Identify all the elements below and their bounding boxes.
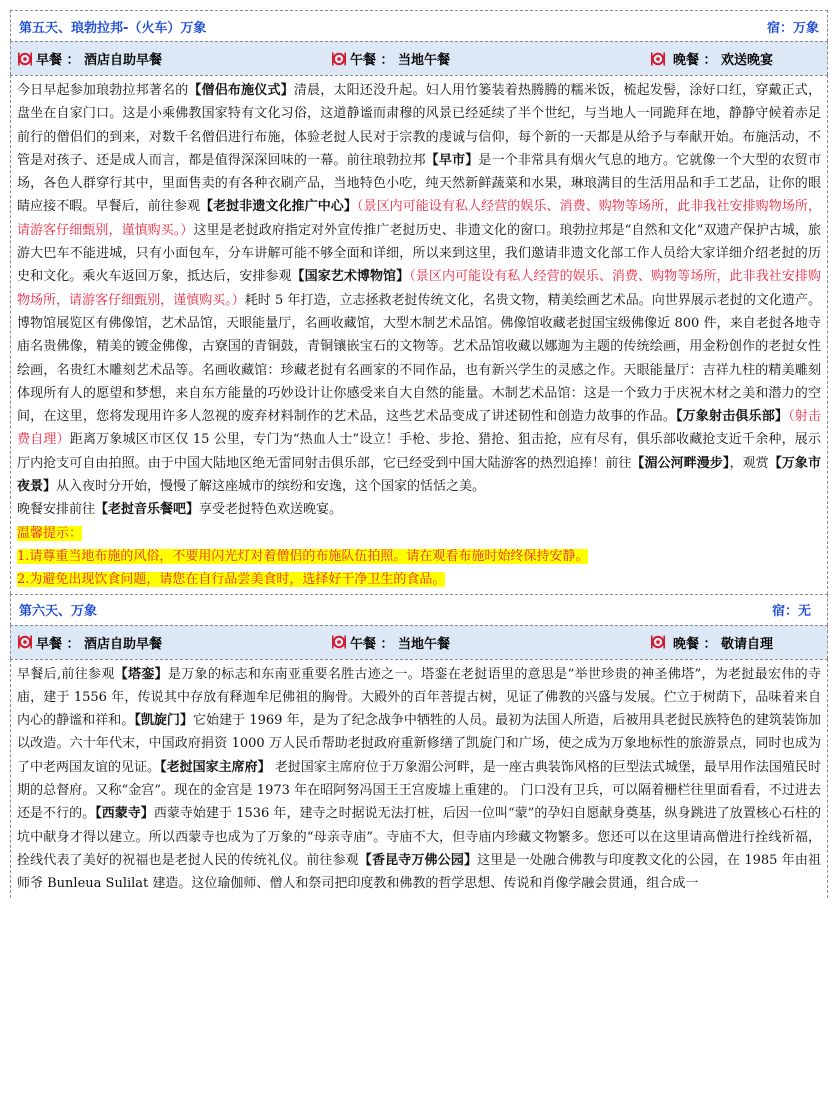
day6-breakfast <box>11 633 331 652</box>
tips-heading: 温馨提示： <box>17 525 83 541</box>
day6-header <box>10 594 828 625</box>
highlight-attraction: 【老挝音乐餐吧】 <box>95 502 200 518</box>
highlight-attraction: 【凯旋门】 <box>134 713 194 729</box>
day5-title: 第五天、琅勃拉邦-（火车）万象 <box>19 20 207 36</box>
dining-icon <box>650 634 666 650</box>
lunch-label: 午餐 ： 当地午餐 <box>350 53 451 68</box>
day5-breakfast <box>11 49 331 68</box>
tip-item: 1.请尊重当地布施的风俗，不要用闪光灯对着僧侣的布施队伍拍照。请在观看布施时始终保持安静。 <box>17 548 589 564</box>
dining-icon <box>17 634 33 650</box>
day6-lunch <box>331 633 650 652</box>
day6-description <box>10 659 828 898</box>
day5-lunch <box>331 49 650 68</box>
highlight-attraction: 【香昆寺万佛公园】 <box>358 852 478 868</box>
day5-stay: 宿：万象 <box>766 20 819 36</box>
highlight-attraction: 【老挝非遗文化推广中心】 <box>200 199 357 215</box>
highlight-attraction: 【西蒙寺】 <box>95 806 154 822</box>
dinner-label: 晚餐 ： 敬请自理 <box>673 636 774 652</box>
highlight-attraction: 【万象市夜景】 <box>17 455 821 495</box>
day6-title: 第六天、万象 <box>19 604 98 620</box>
dinner-label: 晚餐 ： 欢送晚宴 <box>673 53 774 68</box>
breakfast-label: 早餐 ： 酒店自助早餐 <box>36 53 163 68</box>
highlight-attraction: 【早市】 <box>425 152 479 168</box>
highlight-attraction: 【湄公河畔漫步】 <box>631 455 730 471</box>
highlight-attraction: 【僧侣布施仪式】 <box>188 83 294 98</box>
shopping-notice: （景区内可能设有私人经营的娱乐、消费、购物等场所，此非我社安排购物场所，请游客仔细甄别，谨慎购买。） <box>17 269 821 308</box>
lunch-label: 午餐 ： 当地午餐 <box>350 636 451 652</box>
highlight-attraction: 【国家艺术博物馆】 <box>291 269 410 285</box>
breakfast-label: 早餐 ： 酒店自助早餐 <box>36 636 163 652</box>
dining-icon <box>331 634 347 650</box>
highlight-attraction: 【老挝国家主席府】 <box>160 759 271 775</box>
day6-stay: 宿：无 <box>771 604 811 620</box>
day6-dinner <box>650 633 773 652</box>
day5-description <box>10 75 828 594</box>
highlight-attraction: 【塔銮】 <box>114 666 168 682</box>
day6-meals-bar <box>10 625 828 659</box>
itinerary-document <box>10 10 828 898</box>
shopping-notice: （景区内可能设有私人经营的娱乐、消费、购物等场所，此非我社安排购物场所，请游客仔细甄别，谨慎购买。） <box>17 199 821 238</box>
day5-meals-bar <box>10 41 828 75</box>
day5-header <box>10 10 828 41</box>
dining-icon <box>17 51 33 67</box>
day6-paragraph: 早餐后,前往参观【塔銮】是万象的标志和东南亚重要名胜古迹之一。塔銮在老挝语里的意思是“举世珍贵的神圣佛塔”，为老挝最宏伟的寺庙，建于 1556 年，传说其中存放有释迦牟尼佛祖的胸骨。大殿外的百年菩提古树，见证了佛教的兴盛与发展。伫立于树荫下，品味着来自内心的静谧和祥和。【凯旋门】它始建于 1969 年，是为了纪念战争中牺牲的人员。最初为法国人所造，后被用具老挝民族特色的建筑装饰加以改造。六十年代末，中国政府捐资 1000 万人民币帮助老挝政府重新修缮了凯旋门和广场，使之成为万象地标性的旅游景点，同时也成为了中老两国友谊的见证。【老挝国家主席府】 老挝国家主席府位于万象湄公河畔，是一座古典装饰风格的巨型法式城堡，最早用作法国殖民时期的总督府。又称“金宫”。现在的金宫是 1973 年在昭阿努冯国王王宫废墟上重建的。 门口没有卫兵，可以隔着栅栏往里面看看，不过进去还是不行的。【西蒙寺】西蒙寺始建于 1536 年，建寺之时据说无法打桩，后因一位叫“蒙”的孕妇自愿献身奠基，纵身跳进了放置核心石柱的坑中献身才得以建立。所以西蒙寺也成为了万象的“母亲寺庙”。寺庙不大，但寺庙内珍藏文物繁多。您还可以在这里请高僧进行拴线祈福，拴线代表了美好的祝福也是老挝人民的传统礼仪。前往参观【香昆寺万佛公园】这里是一处融合佛教与印度教文化的公园，在 1985 年由祖师爷 Bunleua Sulilat 建造。这位瑜伽师、僧人和祭司把印度教和佛教的哲学思想、传说和肖像学融会贯通，组合成一 <box>17 666 821 892</box>
dining-icon <box>650 51 666 67</box>
day5-dinner-paragraph: 晚餐安排前往【老挝音乐餐吧】享受老挝特色欢送晚宴。 <box>17 502 343 518</box>
fee-notice: （射击费自理） <box>17 409 821 448</box>
highlight-attraction: 【万象射击俱乐部】 <box>675 409 789 425</box>
tip-item: 2.为避免出现饮食问题，请您在自行品尝美食时，选择好干净卫生的食品。 <box>17 572 446 588</box>
dining-icon <box>331 51 347 67</box>
day5-dinner <box>650 49 773 68</box>
day5-paragraph: 今日早起参加琅勃拉邦著名的【僧侣布施仪式】清晨，太阳还没升起。妇人用竹篓装着热腾腾的糯米饭，梳起发髻，涂好口红，穿戴正式，盘坐在自家门口。这是小乘佛教国家特有文化习俗，这道静谧而肃穆的风景已经延续了半个世纪，与当地人一同跪拜在地，静静守候着赤足前行的僧侣们的到来，对数千名僧侣进行布施，体验老挝人民对于宗教的虔诚与信仰，每个新的一天都是从给予与奉献开始。布施活动，不管是对孩子、还是成人而言，都是值得深深回味的一幕。前往琅勃拉邦【早市】是一个非常具有烟火气息的地方。它就像一个大型的农贸市场，各色人群穿行其中，里面售卖的有各种衣刷产品，当地特色小吃，纯天然新鲜蔬菜和水果，琳琅满目的生活用品和手工艺品，让你的眼睛应接不暇。早餐后，前往参观【老挝非遗文化推广中心】（景区内可能设有私人经营的娱乐、消费、购物等场所，此非我社安排购物场所，请游客仔细甄别，谨慎购买。）这里是老挝政府指定对外宣传推广老挝历史、非遗文化的窗口。琅勃拉邦是“自然和文化”双遗产保护古城，旅游大巴车不能进城，只有小面包车，分车讲解可能不够全面和详细，所以来到这里，我们邀请非遗文化部工作人员给大家详细介绍老挝的历史和文化。乘火车返回万象，抵达后，安排参观【国家艺术博物馆】（景区内可能设有私人经营的娱乐、消费、购物等场所，此非我社安排购物场所，请游客仔细甄别，谨慎购买。）耗时 5 年打造，立志拯救老挝传统文化，名贵文物，精美绘画艺术品。向世界展示老挝的文化遗产。博物馆展览区有佛像馆，艺术品馆，天眼能量厅，名画收藏馆，大型木制艺术品馆。佛像馆收藏老挝国宝级佛像近 800 件，来自老挝各地寺庙名贵佛像，精美的镀金佛像，古寮国的青铜鼓，青铜镶嵌宝石的文物等。艺术品馆收藏以娜迦为主题的传统绘画，用金粉创作的老挝女性绘画，名贵红木雕刻艺术品等。名画收藏馆：珍藏老挝有名画家的不同作品，也有新兴学生的灵感之作。天眼能量厅：吉祥九柱的精美雕刻体现所有人的愿望和梦想，来自东方能量的巧妙设计让你感受来自大自然的能量。木制艺术品馆：这是一个致力于庆祝木材之美和潜力的空间，在这里，您将发现用许多人忽视的废弃材料制作的艺术品，这些艺术品变成了讲述韧性和创造力故事的作品。【万象射击俱乐部】（射击费自理）距离万象城区市区仅 15 公里，专门为“热血人士”设立！手枪、步抢、猎抢、狙击抢，应有尽有，俱乐部收藏抢支近千余种，展示厅内抢支可自由拍照。由于中国大陆地区绝无雷同射击俱乐部，它已经受到中国大陆游客的热烈追捧！前往【湄公河畔漫步】，观赏【万象市夜景】从入夜时分开始，慢慢了解这座城市的缤纷和安逸，这个国家的恬恬之美。 <box>17 83 821 495</box>
